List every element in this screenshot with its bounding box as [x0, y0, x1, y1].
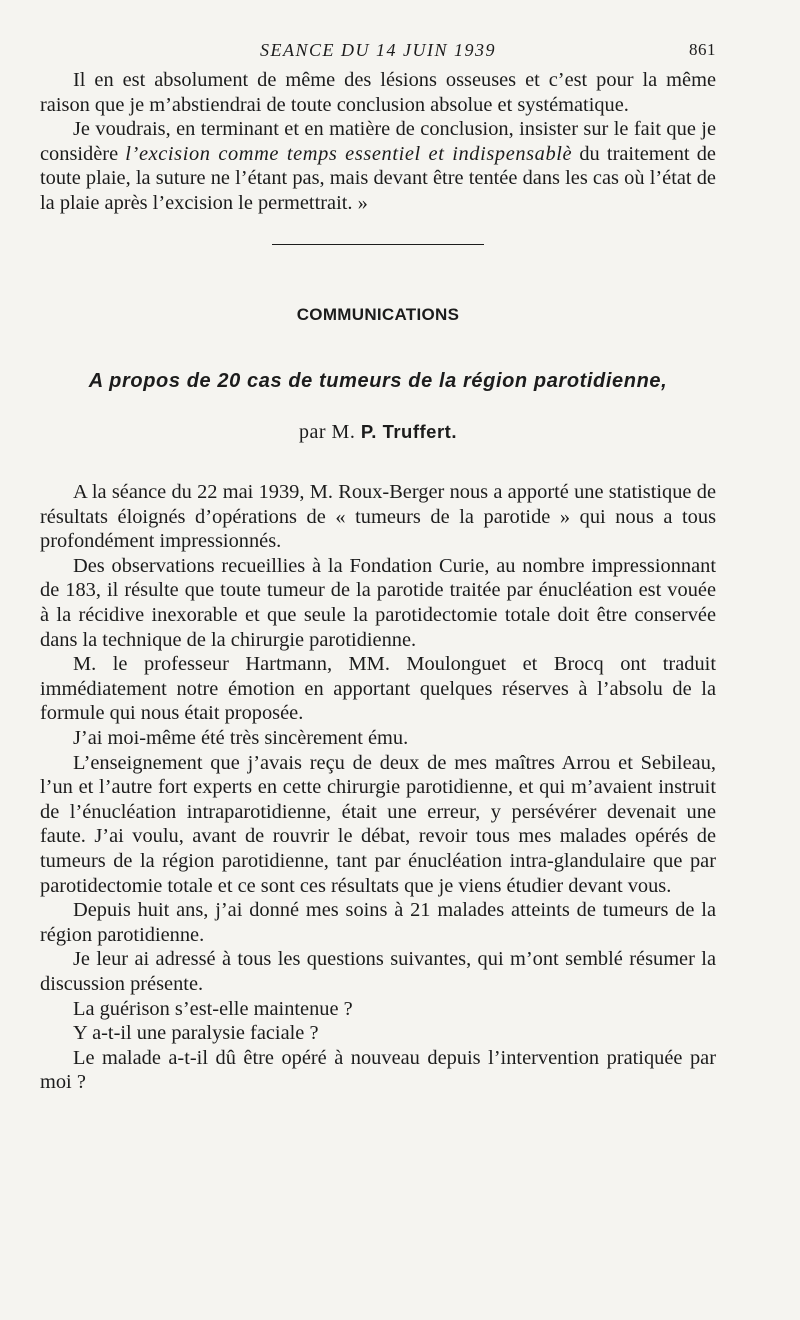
- intro-paragraph-1: Il en est absolument de même des lésions osseuses et c’est pour la même raison que je m’abstiendrai de toute conclusion absolue et systématique.: [40, 69, 716, 116]
- body-paragraph: La guérison s’est-elle maintenue ?: [73, 997, 353, 1020]
- section-divider: [272, 244, 484, 246]
- intro-p2-text-b: du traitement de toute plaie, la suture ne l’étant pas, mais devant être tentée dans les cas où l’état de la plaie après l’excision le permettrait. »: [40, 142, 716, 214]
- body-paragraph: M. le professeur Hartmann, MM. Moulonguet et Brocq ont traduit immédiatement notre émotion en apportant quelques réserves à l’absolu de la formule qui nous était proposée.: [40, 653, 716, 725]
- running-head: [40, 40, 716, 68]
- body-paragraph: A la séance du 22 mai 1939, M. Roux-Berger nous a apporté une statistique de résultats éloignés d’opérations de « tumeurs de la parotide » qui nous a tous profondément impressionnés.: [40, 481, 716, 553]
- page-number: 861: [689, 40, 716, 59]
- intro-p2-emphasis: l’excision comme temps essentiel et indispensablè: [125, 142, 573, 165]
- body-paragraph: Je leur ai adressé à tous les questions suivantes, qui m’ont semblé résumer la discussion présente.: [40, 948, 716, 995]
- intro-paragraph-2: [40, 117, 716, 215]
- body-paragraph: Depuis huit ans, j’ai donné mes soins à 21 malades atteints de tumeurs de la région parotidienne.: [40, 899, 716, 946]
- body-paragraph: L’enseignement que j’avais reçu de deux de mes maîtres Arrou et Sebileau, l’un et l’autre fort experts en cette chirurgie parotidienne, et qui m’avaient instruit de l’énucléation intraparotidienne, était une erreur, y persévérer devenait une faute. J’ai voulu, avant de rouvrir le débat, revoir tous mes malades opérés de tumeurs de la région parotidienne, tant par énucléation intra-glandulaire que par parotidectomie totale et ce sont ces résultats que je viens étudier devant vous.: [40, 751, 716, 897]
- section-heading: COMMUNICATIONS: [296, 305, 460, 325]
- body-paragraph: Des observations recueillies à la Fondation Curie, au nombre impressionnant de 183, il résulte que toute tumeur de la parotide traitée par énucléation est vouée à la récidive inexorable et que seule la parotidectomie totale doit être conservée dans la technique de la chirurgie parotidienne.: [40, 554, 716, 651]
- byline-prefix: par M.: [299, 421, 361, 444]
- article-title: A propos de 20 cas de tumeurs de la région parotidienne,: [88, 370, 668, 393]
- body-paragraph: J’ai moi-même été très sincèrement ému.: [73, 727, 409, 749]
- byline: [40, 421, 716, 444]
- page: [40, 40, 716, 1095]
- article-body: [40, 480, 716, 1095]
- body-paragraph: Y a-t-il une paralysie faciale ?: [73, 1022, 319, 1045]
- running-title: SEANCE DU 14 JUIN 1939: [260, 40, 496, 60]
- author-name: P. Truffert.: [360, 421, 457, 443]
- body-paragraph: Le malade a-t-il dû être opéré à nouveau depuis l’intervention pratiquée par moi ?: [40, 1046, 716, 1094]
- intro-p2-text-a: Je voudrais, en terminant et en matière de conclusion, insister sur le fait que je considère: [40, 118, 716, 165]
